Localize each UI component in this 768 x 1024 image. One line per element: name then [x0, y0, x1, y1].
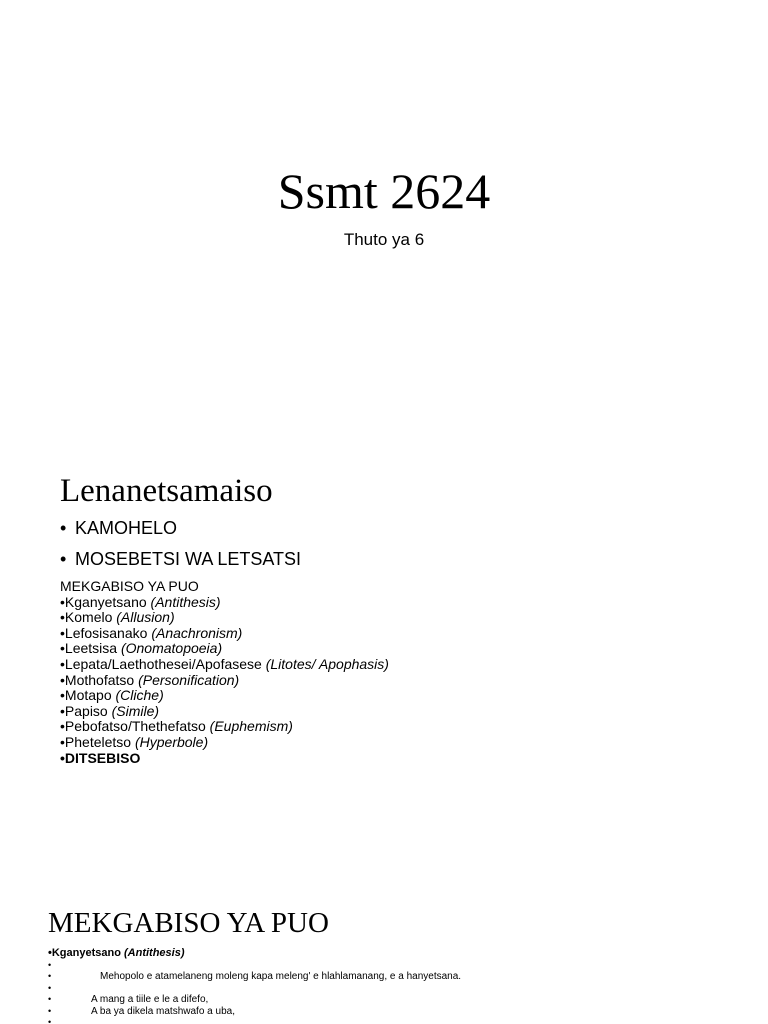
list-item-term: Komelo [64, 609, 113, 626]
slide-subtitle: Thuto ya 6 [343, 230, 425, 249]
definition-row [48, 971, 748, 983]
list-item-term: Lepata/Laethothesei/Apofasese [64, 655, 262, 672]
agenda-bullets [60, 513, 301, 575]
slide-title: MEKGABISO YA PUO [48, 907, 329, 939]
list-item [60, 626, 389, 642]
figures-of-speech-list [60, 579, 389, 766]
slide-body [48, 948, 748, 1024]
list-item-english: (Euphemism) [209, 718, 293, 735]
list-item [60, 704, 389, 720]
list-item [60, 719, 389, 735]
example-line: • A mang a tiile e le a difefo, [91, 994, 209, 1005]
list-item-english: (Anachronism) [151, 624, 243, 641]
list-item-english: (Cliche) [115, 687, 164, 704]
list-item-term: Lefosisanako [64, 624, 148, 641]
list-item-term: Kganyetsano [64, 593, 147, 610]
slide-title: Ssmt 2624 [277, 163, 491, 219]
list-item-english: (Antithesis) [150, 593, 221, 610]
agenda-bullet [60, 544, 301, 575]
empty-bullet-row [48, 983, 748, 995]
agenda-bullet-text: KAMOHELO [75, 518, 178, 538]
list-item-term: DITSEBISO [64, 749, 141, 766]
slide-figure-of-speech [0, 864, 768, 1024]
section-heading: MEKGABISO YA PUO [60, 578, 199, 594]
list-item-term: Papiso [64, 702, 108, 719]
empty-bullet-row [48, 1017, 748, 1024]
slide-title-page [0, 0, 768, 432]
example-row [48, 994, 748, 1006]
slide-title: Lenanetsamaiso [60, 473, 273, 509]
list-item-term: Mothofatso [64, 671, 135, 688]
list-item-term: Pheteletso [64, 733, 132, 750]
list-item [60, 657, 389, 673]
list-item [60, 610, 389, 626]
list-item-english: (Hyperbole) [134, 733, 209, 750]
agenda-bullet-text: MOSEBETSI WA LETSATSI [75, 549, 302, 569]
list-item [60, 735, 389, 751]
list-item-term: Leetsisa [64, 640, 118, 657]
empty-bullet-row [48, 960, 748, 972]
list-item-term: Pebofatso/Thethefatso [64, 718, 206, 735]
definition-text: • Mehopolo e atamelaneng moleng kapa meleng' e hlahlamanang, e a hanyetsana. [100, 971, 462, 982]
list-item [60, 595, 389, 611]
agenda-bullet [60, 513, 301, 544]
list-item-last [60, 751, 389, 767]
list-item [60, 688, 389, 704]
example-row [48, 1006, 748, 1018]
list-item-english: (Onomatopoeia) [120, 640, 223, 657]
list-item-english: (Personification) [138, 671, 240, 688]
figure-heading [48, 948, 748, 960]
figure-term: Kganyetsano [51, 947, 121, 959]
example-line: • A ba ya dikela matshwafo a uba, [91, 1005, 235, 1017]
list-item-term: Motapo [64, 687, 112, 704]
figure-english: (Antithesis) [124, 947, 185, 959]
list-item-english: (Simile) [111, 702, 160, 719]
list-item [60, 673, 389, 689]
slide-agenda [0, 432, 768, 864]
list-item [60, 641, 389, 657]
list-item-english: (Allusion) [116, 609, 175, 626]
list-item-english: (Litotes/ Apophasis) [265, 655, 389, 672]
